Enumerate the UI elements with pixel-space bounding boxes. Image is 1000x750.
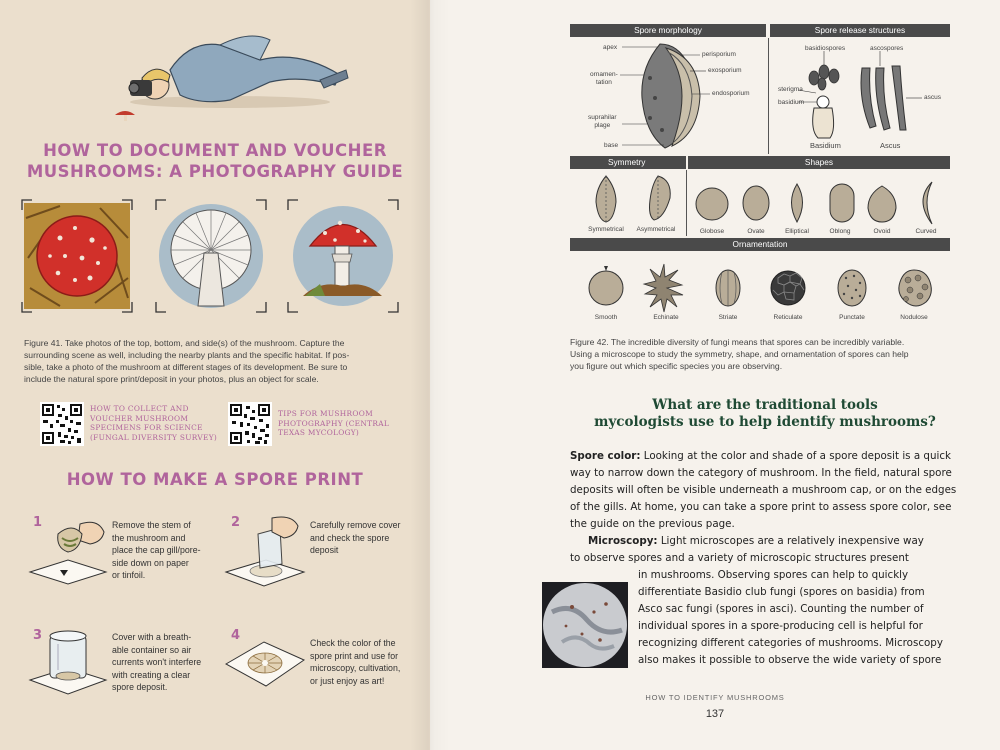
caption-line: Figure 41. Take photos of the top, bottom, and side(s) of the mushroom. Capture the: [24, 338, 345, 348]
mushroom-photos: [20, 198, 410, 318]
label-line: ornamen-: [590, 71, 618, 78]
label-ascospores: ascospores: [870, 45, 904, 52]
caption-line: include the natural spore print/deposit in your photos, plus an object for scale.: [24, 374, 319, 384]
step-line: or tinfoil.: [112, 570, 146, 580]
figure-42-caption: [570, 336, 970, 372]
qr-link-line: HOW TO COLLECT AND: [90, 404, 189, 413]
label-endosporium: endosporium: [712, 90, 750, 97]
symmetry-bar: Symmetry: [570, 156, 686, 169]
label-line: tation: [595, 79, 612, 86]
title-line-1: HOW TO DOCUMENT AND VOUCHER: [43, 141, 387, 160]
label-sterigma: sterigma: [778, 86, 803, 93]
body-text-span: Light microscopes are a relatively inexpensive way: [657, 535, 924, 547]
body-line: way to narrow down the category of mushroom. In the field, natural spore: [570, 467, 952, 479]
figure-41-caption: [24, 337, 414, 385]
label-punctate: Punctate: [839, 314, 865, 321]
qr-link-line: PHOTOGRAPHY (CENTRAL: [278, 418, 390, 428]
step-4-number: 4: [231, 628, 241, 643]
step-line: spore deposit.: [112, 682, 168, 692]
body-line: recognizing different categories of mushrooms. Microscopy: [638, 637, 943, 649]
label-suprahilar: [588, 114, 617, 130]
spore-morphology-bar: Spore morphology: [570, 24, 766, 37]
label-echinate: Echinate: [653, 314, 679, 321]
right-page: [430, 0, 1000, 750]
label-globose: Globose: [699, 228, 725, 235]
step-1-number: 1: [33, 515, 43, 530]
microscopy-paragraph-wrap: [638, 567, 988, 669]
label-exosporium: exosporium: [708, 67, 742, 74]
microscope-image: [542, 582, 628, 668]
step-line: able container so air: [112, 644, 192, 655]
shapes-bar: Shapes: [688, 156, 950, 169]
label-ornamentation: [590, 71, 618, 87]
caption-line: you figure out which specific species you are observing.: [570, 361, 783, 371]
label-basidium: basidium: [778, 99, 805, 106]
qr-link-line: (FUNGAL DIVERSITY SURVEY): [90, 432, 218, 442]
step-line: Check the color of the: [310, 638, 396, 648]
spore-structure-diagram: [570, 38, 950, 156]
body-line: [588, 533, 978, 550]
page-number: 137: [705, 708, 725, 720]
step-line: currents won't interfere: [112, 657, 202, 667]
spore-color-paragraph: [570, 448, 980, 533]
spore-release-bar: Spore release structures: [770, 24, 950, 37]
label-curved: Curved: [915, 228, 937, 235]
step-1-text: [112, 519, 222, 582]
question-line-1: What are the traditional tools: [652, 397, 878, 413]
label-basidiospores: basidiospores: [805, 45, 846, 52]
body-line: to observe spores and a variety of microscopic structures present: [570, 552, 909, 564]
step-line: with creating a clear: [112, 669, 191, 680]
step-line: spore print and use for: [310, 650, 399, 661]
step-line: Remove the stem of: [112, 520, 191, 530]
label-ascus-caption: Ascus: [880, 141, 901, 150]
left-page: [0, 0, 430, 750]
body-line: differentiate Basidio club fungi (spores on basidia) from: [638, 586, 925, 598]
microscopy-paragraph-start: [588, 533, 978, 550]
microscopy-label: Microscopy:: [588, 535, 658, 547]
caption-line: Using a microscope to study the symmetry, shape, and ornamentation of spores can help: [570, 349, 909, 359]
photo-guide-title: [0, 140, 430, 182]
question-line-2: mycologists use to help identify mushrooms?: [594, 414, 936, 430]
running-footer: HOW TO IDENTIFY MUSHROOMS: [645, 693, 785, 702]
qr-link-line: TEXAS MYCOLOGY): [278, 428, 360, 437]
label-line: plage: [594, 122, 611, 129]
spore-print-title: HOW TO MAKE A SPORE PRINT: [66, 470, 364, 489]
label-reticulate: Reticulate: [773, 314, 803, 321]
qr-link-line: VOUCHER MUSHROOM: [90, 413, 189, 423]
qr-code-1[interactable]: [40, 402, 84, 446]
section-question: [560, 397, 970, 431]
step-line: microscopy, cultivation,: [310, 663, 401, 673]
caption-line: Figure 42. The incredible diversity of fungi means that spores can be incredibly variable.: [570, 337, 905, 347]
label-striate: Striate: [718, 314, 738, 321]
step-line: side down on paper: [112, 557, 189, 568]
label-ovoid: Ovoid: [873, 228, 891, 235]
body-line: deposits will often be visible underneath a mushroom cap, or on the edges: [570, 484, 957, 496]
step-line: or just enjoy as art!: [310, 675, 385, 686]
caption-line: sible, take a photo of the mushroom at different stages of its development. Be sure to: [24, 362, 348, 372]
step-line: place the cap gill/pore-: [112, 545, 201, 555]
step-line: Carefully remove cover: [310, 520, 401, 530]
qr-link-line: SPECIMENS FOR SCIENCE: [90, 423, 203, 432]
photographer-illustration: [110, 20, 350, 130]
body-line: also makes it possible to observe the wide variety of spore: [638, 654, 942, 666]
label-smooth: Smooth: [594, 314, 618, 321]
ornamentation-bar: Ornamentation: [570, 238, 950, 251]
label-symmetrical: Symmetrical: [588, 226, 624, 233]
symmetry-shapes-diagram: [570, 170, 950, 228]
label-perisporium: perisporium: [702, 51, 736, 58]
label-asymmetrical: Asymmetrical: [636, 226, 676, 233]
body-line: the guide on the previous page.: [570, 518, 735, 530]
spore-color-label: Spore color:: [570, 450, 641, 462]
qr-code-icon: [228, 402, 272, 446]
label-line: suprahilar: [588, 114, 617, 121]
body-line: in mushrooms. Observing spores can help to quickly: [638, 569, 909, 581]
step-2-number: 2: [231, 515, 241, 530]
step-2-illustration: [224, 512, 306, 590]
step-line: the mushroom and: [112, 532, 186, 543]
step-3-illustration: [28, 626, 110, 698]
step-4-illustration: [224, 630, 306, 696]
body-line: of the gills. At home, you can take a spore print to assess spore color, see: [570, 501, 952, 513]
label-oblong: Oblong: [829, 228, 851, 235]
label-ovate: Ovate: [747, 228, 765, 235]
step-3-number: 3: [33, 628, 43, 643]
label-apex: apex: [603, 44, 618, 51]
step-1-illustration: [28, 514, 110, 586]
step-line: Cover with a breath-: [112, 632, 192, 642]
step-4-text: [310, 637, 420, 687]
label-elliptical: Elliptical: [785, 228, 809, 235]
qr-code-2[interactable]: [228, 402, 272, 446]
label-ascus: ascus: [924, 94, 941, 101]
qr-link-2[interactable]: [278, 409, 408, 438]
qr-link-line: TIPS FOR MUSHROOM: [278, 409, 373, 418]
body-line: individual spores in a spore-producing cell is helpful for: [638, 620, 923, 632]
step-line: and check the spore: [310, 532, 390, 543]
qr-link-1[interactable]: [90, 404, 220, 442]
body-line: Asco sac fungi (spores in asci). Counting the number of: [638, 603, 924, 615]
body-line: [570, 448, 980, 465]
title-line-2: MUSHROOMS: A PHOTOGRAPHY GUIDE: [26, 162, 404, 181]
body-text-span: Looking at the color and shade of a spore deposit is a quick: [640, 450, 951, 462]
step-line: deposit: [310, 545, 339, 555]
label-basidium-caption: Basidium: [810, 141, 841, 150]
label-base: base: [604, 142, 619, 149]
caption-line: surrounding scene as well, including the nearby plants and the specific habitat. If pos-: [24, 350, 350, 360]
step-3-text: [112, 631, 222, 694]
step-2-text: [310, 519, 420, 557]
ornamentation-diagram: [570, 258, 950, 314]
label-nodulose: Nodulose: [900, 314, 928, 321]
qr-code-icon: [40, 402, 84, 446]
